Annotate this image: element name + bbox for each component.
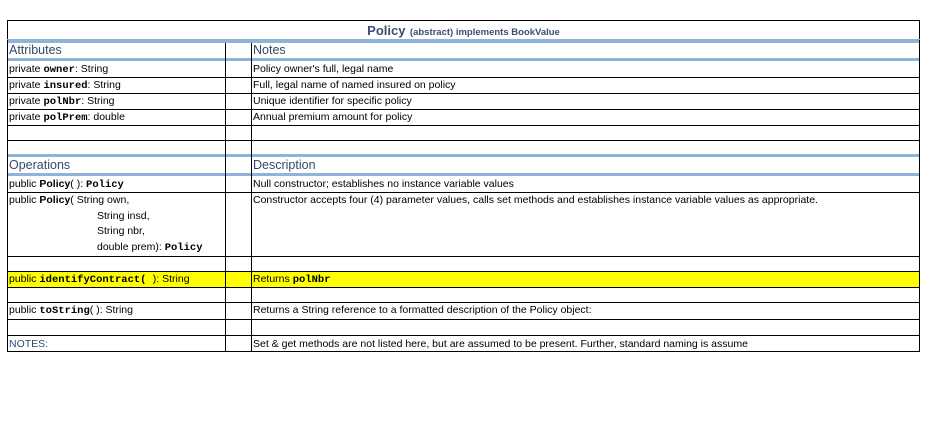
operation-full-constructor: public Policy( String own, String insd, String nbr, double prem): Policy bbox=[9, 194, 203, 254]
grid-line bbox=[7, 125, 920, 126]
grid-line bbox=[919, 40, 920, 352]
operations-header-row bbox=[7, 158, 920, 173]
grid-line bbox=[7, 319, 920, 320]
attribute-polnbr: private polNbr: String bbox=[9, 95, 115, 108]
class-diagram-table bbox=[7, 20, 920, 352]
class-title bbox=[7, 20, 920, 40]
table-row bbox=[7, 94, 920, 109]
grid-line bbox=[251, 43, 252, 352]
operation-identify-contract: public identifyContract( ): String bbox=[9, 273, 190, 286]
grid-line bbox=[7, 256, 920, 257]
notes-header: Notes bbox=[253, 43, 286, 57]
grid-line bbox=[7, 77, 920, 78]
grid-line bbox=[7, 140, 920, 141]
operation-null-constructor: public Policy( ): Policy bbox=[9, 178, 124, 191]
table-row bbox=[7, 193, 920, 256]
grid-line bbox=[7, 109, 920, 110]
notes-row bbox=[7, 336, 920, 352]
operation-description: Constructor accepts four (4) parameter values, calls set methods and establishes instance variable values as appropriate. bbox=[253, 194, 818, 206]
header-divider bbox=[7, 173, 920, 176]
grid-line bbox=[7, 271, 920, 272]
grid-line bbox=[225, 43, 226, 352]
grid-line bbox=[7, 302, 920, 303]
notes-text: Set & get methods are not listed here, but are assumed to be present. Further, standard naming is assume bbox=[253, 338, 748, 350]
table-row bbox=[7, 110, 920, 125]
attribute-owner: private owner: String bbox=[9, 63, 109, 76]
grid-line bbox=[7, 93, 920, 94]
class-name: Policy bbox=[367, 23, 406, 38]
grid-line bbox=[7, 40, 8, 352]
grid-line bbox=[7, 192, 920, 193]
notes-label: NOTES: bbox=[9, 338, 49, 350]
attribute-insured: private insured: String bbox=[9, 79, 121, 92]
attribute-polprem: private polPrem: double bbox=[9, 111, 125, 124]
grid-line bbox=[7, 287, 920, 288]
operation-tostring: public toString( ): String bbox=[9, 304, 133, 317]
description-header: Description bbox=[253, 158, 316, 172]
table-row bbox=[7, 177, 920, 192]
attribute-note: Annual premium amount for policy bbox=[253, 111, 413, 123]
table-row-highlighted bbox=[7, 272, 920, 287]
table-row bbox=[7, 78, 920, 93]
operation-description: Returns a String reference to a formatted description of the Policy object: bbox=[253, 304, 592, 316]
table-row bbox=[7, 303, 920, 319]
attribute-note: Full, legal name of named insured on policy bbox=[253, 79, 456, 91]
attributes-header: Attributes bbox=[9, 43, 62, 57]
grid-line bbox=[7, 351, 920, 352]
attribute-note: Unique identifier for specific policy bbox=[253, 95, 412, 107]
attributes-header-row bbox=[7, 43, 920, 58]
operation-description: Null constructor; establishes no instance variable values bbox=[253, 178, 514, 190]
table-row bbox=[7, 62, 920, 77]
operation-description: Returns polNbr bbox=[253, 273, 331, 286]
operations-header: Operations bbox=[9, 158, 71, 172]
class-modifiers: (abstract) implements BookValue bbox=[409, 27, 560, 38]
grid-line bbox=[7, 335, 920, 336]
header-divider bbox=[7, 58, 920, 61]
attribute-note: Policy owner's full, legal name bbox=[253, 63, 394, 75]
section-divider bbox=[7, 154, 920, 157]
